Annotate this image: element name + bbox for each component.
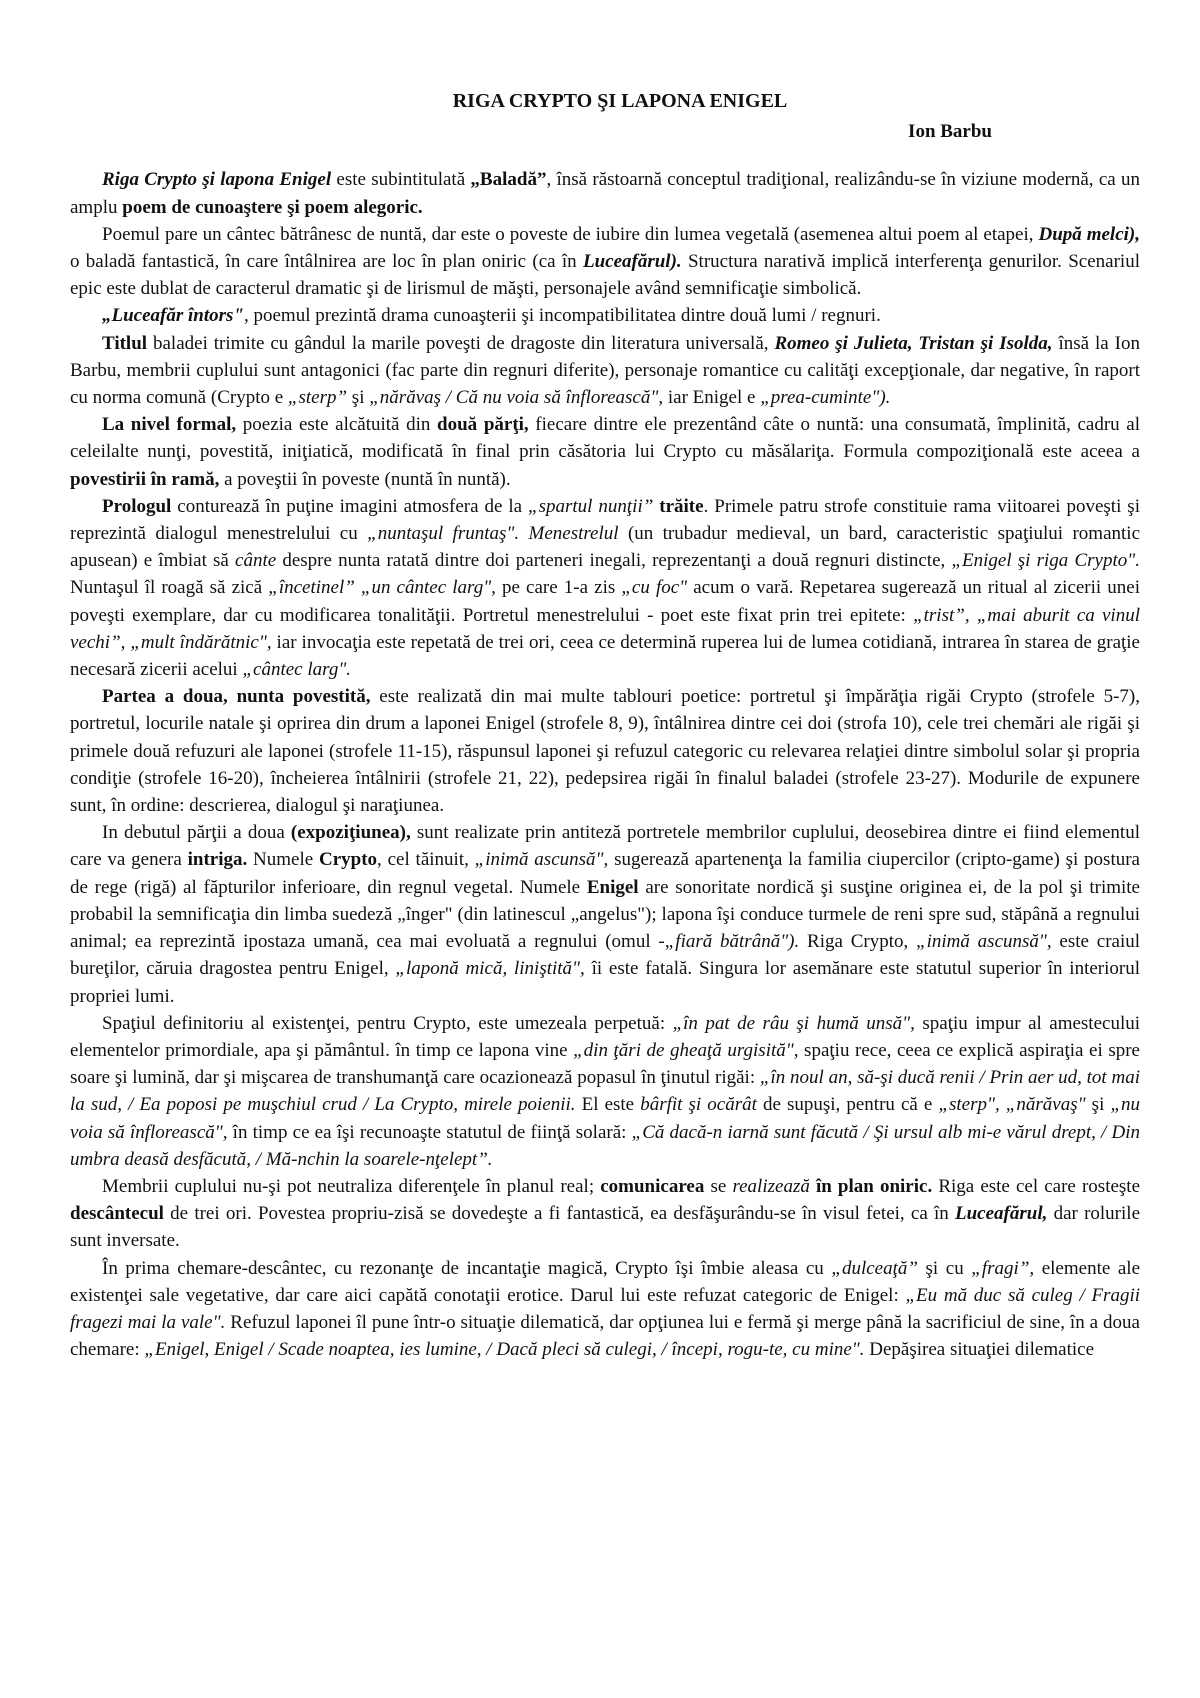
text-run: se — [704, 1175, 733, 1197]
text-run: are sonoritate nordică şi susţine originea ei, de la pol şi trimite probabil la semnificaţia din limba suedeză „înger" (din latinescul „angelus"); lapona îşi conduce turmele de reni spre sud, stăpână a regnului animal; ea reprezintă ipostaza umană, cea mai evoluată a regnului (omul - — [70, 876, 1140, 953]
text-run: fiecare dintre ele prezentând câte o nuntă: una consumată, împlinită, cadru al celeilalte nunţi, povestită, iniţiatică, modificată în final prin căsătoria lui Crypto cu măsălariţa. Formula compoziţională este aceea a — [70, 414, 1140, 463]
text-run: dar rolurile sunt inversate. — [70, 1203, 1140, 1252]
text-run: Luceafărul, — [955, 1203, 1048, 1225]
text-run: Structura narativă implică interferenţa genurilor. Scenariul epic este dublat de caracterul dramatic şi de lirismul de măşti, personajele având semnificaţie simbolică. — [70, 251, 1140, 300]
document-title: RIGA CRYPTO ŞI LAPONA ENIGEL — [452, 90, 788, 112]
text-run: cânte — [235, 550, 277, 572]
paragraph — [70, 493, 1140, 683]
text-run: Luceafărul). — [582, 251, 682, 273]
text-run: , poemul prezintă drama cunoaşterii şi incompatibilitatea dintre două lumi / regnuri. — [243, 305, 881, 327]
text-run: şi cu — [917, 1257, 972, 1279]
text-run: este craiul bureţilor, căruia dragostea pentru Enigel, — [70, 931, 1141, 980]
text-run: Riga este cel care rosteşte — [932, 1175, 1141, 1197]
text-run: „cântec larg". — [242, 659, 352, 681]
text-run: descântecul — [70, 1203, 164, 1225]
paragraph — [70, 302, 1140, 329]
text-run: în timp ce ea îşi recunoaşte statutul de fiinţă solară: — [227, 1121, 632, 1143]
paragraph — [70, 411, 1140, 493]
paragraph — [70, 1173, 1140, 1255]
paragraph — [70, 221, 1140, 303]
text-run: „nu voia să înflorească", — [70, 1094, 1141, 1143]
text-run: „sterp” — [287, 387, 348, 409]
text-run: După melci), — [1038, 223, 1140, 245]
text-run: Crypto — [318, 849, 378, 871]
text-run: , cel tăinuit, — [377, 849, 475, 871]
text-run: (un trubadur medieval, un bard, caracteristic spaţiului romantic apusean) e îmbiat să — [70, 523, 1140, 572]
text-run: trăite — [659, 495, 704, 517]
text-run: „dulceaţă” — [831, 1257, 918, 1279]
text-run: este subintitulată — [331, 169, 471, 191]
text-run: „cu foc" — [621, 577, 688, 599]
paragraph — [70, 1010, 1140, 1173]
text-run: In debutul părţii a doua — [102, 822, 291, 844]
text-run: Nuntaşul îl roagă să zică — [70, 577, 269, 599]
text-run: , iar Enigel e — [658, 387, 761, 409]
text-run: două părţi, — [437, 414, 529, 436]
text-run: Poemul pare un cântec bătrânesc de nuntă, dar este o poveste de iubire din lumea vegetală (asemenea altui poem al etapei, — [102, 223, 1039, 245]
text-run: În prima chemare-descântec, cu rezonanţe de incantaţie magică, Crypto îşi îmbie aleasa cu — [102, 1257, 832, 1279]
text-run: conturează în puţine imagini atmosfera de la — [171, 495, 529, 517]
text-run: „sterp", „nărăvaş" — [938, 1094, 1086, 1116]
text-run: „din ţări de gheaţă urgisită", — [573, 1039, 799, 1061]
text-run: este realizată din mai multe tablouri poetice: portretul şi împărăţia rigăi Crypto (strofele 5-7), portretul, locurile natale şi oprirea din drum a laponei Enigel (strofele 8, 9), întâlnirea dintre cei doi (strofa 10), cele trei chemări ale rigăi şi primele două refuzuri ale laponei (strofele 11-15), răspunsul laponei şi refuzul categoric cu relevarea relaţiei dintre simbolul solar şi propria condiţie (strofele 16-20), încheierea întâlnirii (strofele 21, 22), pedepsirea rigăi în finalul baladei (strofele 23-27). Modurile de expunere sunt, în ordine: descrierea, dialogul şi naraţiunea. — [70, 686, 1140, 817]
text-run: sunt realizate prin antiteză portretele membrilor cuplului, deosebirea dintre ei fiind elementul care va genera — [70, 822, 1140, 871]
text-run: despre nunta ratată dintre doi parteneri inegali, reprezentanţi a două regnuri distincte, — [276, 550, 952, 572]
text-run: în plan oniric. — [815, 1175, 933, 1197]
text-run: „Că dacă-n iarnă sunt făcută / Şi ursul alb mi-e vărul drept, / Din umbra deasă desfăcută, / Mă-nchin la soarele-nţelept”. — [70, 1121, 1140, 1170]
text-run: Menestrelul — [528, 523, 619, 545]
text-run: „prea-cuminte"). — [760, 387, 891, 409]
text-run: „Enigel, Enigel / Scade noaptea, ies lumine, / Dacă pleci să culegi, / începi, rogu-te, cu mine". — [144, 1339, 865, 1361]
text-run: „nărăvaş / Că nu voia să înflorească" — [369, 387, 659, 409]
text-run: Partea a doua, nunta povestită, — [102, 686, 371, 708]
text-run: intriga. — [187, 849, 248, 871]
text-run: „Baladă” — [470, 169, 547, 191]
text-run: Numele — [247, 849, 319, 871]
text-run: , însă răstoarnă conceptul tradiţional, realizându-se în viziune modernă, ca un amplu — [70, 169, 1140, 218]
text-run: poezia este alcătuită din — [236, 414, 438, 436]
text-run: „laponă mică, liniştită", — [395, 958, 585, 980]
paragraph — [70, 330, 1140, 412]
text-run: Romeo şi Julieta, Tristan şi Isolda, — [774, 332, 1053, 354]
text-run: Depăşirea situaţiei dilematice — [864, 1339, 1094, 1361]
text-run: Riga Crypto şi lapona Enigel — [102, 169, 332, 191]
text-run: „fiară bătrână"). — [664, 931, 800, 953]
paragraph — [70, 166, 1140, 220]
text-run: El este — [575, 1094, 641, 1116]
text-run: Membrii cuplului nu-şi pot neutraliza diferenţele în planul real; — [102, 1175, 601, 1197]
text-run: iar invocaţia este repetată de trei ori, ceea ce determină ruperea lui de lumea cotidiană, intrarea în starea de graţie necesară zicerii acelui — [70, 631, 1140, 681]
text-run: povestirii în ramă, — [70, 468, 220, 490]
text-run: Titlul — [102, 332, 148, 354]
text-run: La nivel formal, — [102, 414, 237, 436]
text-run: „trist”, „mai aburit ca vinul vechi”, „mult îndărătnic", — [70, 604, 1140, 653]
text-run: de trei ori. Povestea propriu-zisă se dovedeşte a fi fantastică, ea desfăşurându-se în visul fetei, ca în — [163, 1203, 955, 1225]
text-run: Spaţiul definitoriu al existenţei, pentru Crypto, este umezeala perpetuă: — [102, 1012, 673, 1034]
text-run: pe care 1-a zis — [495, 577, 622, 599]
text-run: acum o vară. Repetarea sugerează un ritual al zicerii unei poveşti exemplare, dar cu modificarea tonalităţii. Portretul menestrelului - poet este fixat prin trei epitete: — [70, 577, 1141, 626]
text-run: baladei trimite cu gândul la marile poveşti de dragoste din literatura universală, — [147, 332, 775, 354]
text-run: îi este fatală. Singura lor asemănare este statutul superior în interiorul propriei lumi. — [70, 958, 1140, 1007]
text-run: (expoziţiunea), — [290, 822, 411, 844]
text-run: comunicarea — [600, 1175, 705, 1197]
text-run: . Primele patru strofe constituie rama viitoarei poveşti şi reprezintă dialogul menestrelului cu — [70, 495, 1140, 545]
text-run: spaţiu rece, ceea ce explică aspiraţia ei spre soare şi lumină, dar şi mişcarea de transhumanţă care ocazionează popasul în ţinutul rigăi: — [70, 1039, 1140, 1089]
text-run: poem de cunoaştere şi poem alegoric. — [122, 196, 423, 218]
text-run: elemente ale existenţei sale vegetative, dar care aici capătă conotaţii erotice. Darul lui este refuzat categoric de Enigel: — [70, 1257, 1141, 1306]
text-run: spaţiu impur al amestecului elementelor primordiale, apa şi pământul. în timp ce lapona vine — [70, 1012, 1141, 1061]
text-run: de supuşi, pentru că e — [756, 1094, 939, 1116]
text-run: însă la Ion Barbu, membrii cuplului sunt antagonici (fac parte din regnuri diferite), personaje romantice cu calităţi excepţionale, dar negative, în raport cu norma comună (Crypto e — [70, 332, 1140, 409]
text-run — [519, 523, 528, 544]
text-run: sugerează apartenenţa la familia ciupercilor (cripto-game) şi postura de rege (rigă) al făpturilor inferioare, din regnul vegetal. Numele — [70, 849, 1140, 898]
text-run: bârfit şi ocărât — [640, 1094, 757, 1116]
paragraph — [70, 819, 1140, 1009]
text-run: „fragi”, — [971, 1257, 1035, 1279]
text-run: „Luceafăr întors" — [102, 305, 244, 327]
text-run: Enigel — [586, 876, 639, 898]
text-run: o baladă fantastică, în care întâlnirea are loc în plan oniric (ca în — [70, 251, 583, 273]
text-run: „în noul an, să-şi ducă renii / Prin aer ud, tot mai la sud, / Ea poposi pe muşchiul crud / La Crypto, mirele poienii. — [70, 1067, 1140, 1116]
text-run: „în pat de râu şi humă unsă", — [672, 1012, 915, 1034]
text-run: „Enigel şi riga Crypto". — [951, 550, 1140, 572]
text-run: „inimă ascunsă", — [474, 849, 609, 871]
document-body — [70, 166, 1140, 1363]
text-run: Riga Crypto, — [799, 931, 917, 953]
text-run: „spartul nunţii” — [528, 495, 654, 517]
paragraph — [70, 1255, 1140, 1364]
text-run: „inimă ascunsă", — [916, 931, 1052, 953]
text-run: Prologul — [102, 495, 172, 517]
document-author: Ion Barbu — [908, 121, 992, 143]
text-run: „Eu mă duc să culeg / Fragii fragezi mai la vale". — [70, 1284, 1141, 1333]
text-run: Refuzul laponei îl pune într-o situaţie dilematică, dar opţiunea lui e fermă şi merge până la sacrificiul de sine, în a doua chemare: — [70, 1311, 1140, 1361]
text-run: „nuntaşul fruntaş". — [367, 523, 520, 545]
text-run: a poveştii în poveste (nuntă în nuntă). — [219, 468, 511, 490]
text-run: şi — [1085, 1094, 1111, 1116]
paragraph — [70, 683, 1140, 819]
text-run: realizează — [732, 1175, 810, 1197]
text-run: „încetinel” „un cântec larg", — [268, 577, 496, 599]
text-run: şi — [347, 387, 370, 409]
